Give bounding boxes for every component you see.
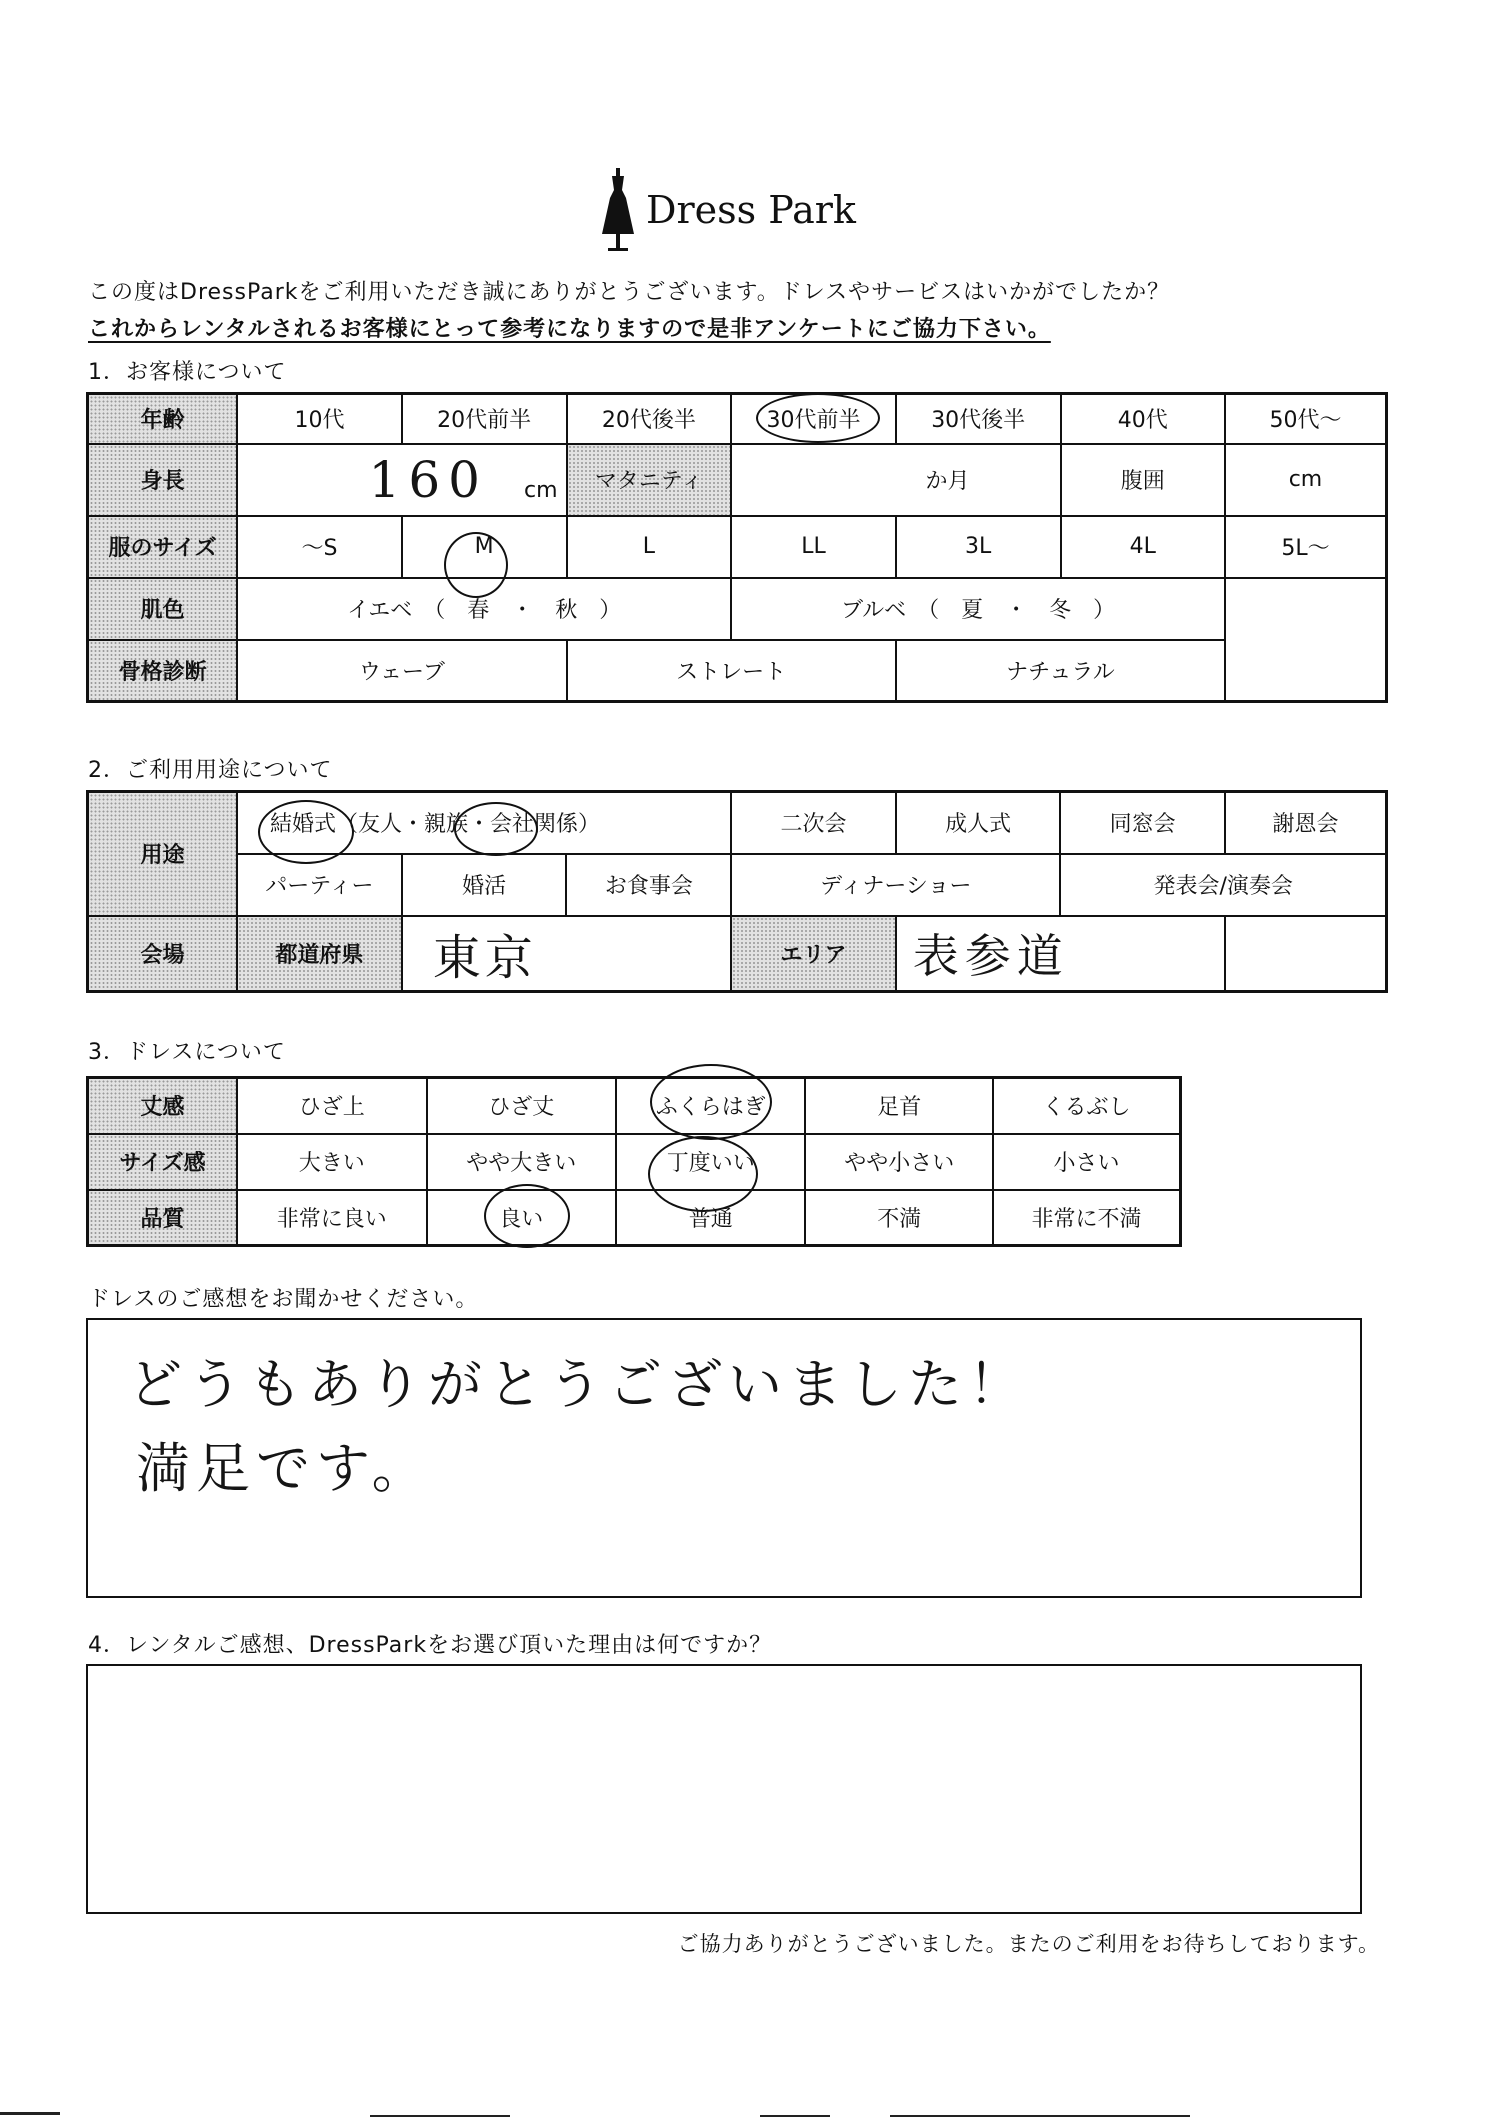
size-option-selected[interactable]: M [402, 516, 567, 578]
size-option[interactable]: ～S [237, 516, 402, 578]
purpose-option[interactable]: お食事会 [566, 854, 731, 916]
scan-artifact [0, 2112, 60, 2115]
impression-line: どうもありがとうございました！ [128, 1353, 1028, 1416]
purpose-option[interactable]: 二次会 [731, 792, 896, 854]
age-label: 年齢 [88, 394, 238, 444]
quality-option-selected[interactable]: 良い [427, 1190, 616, 1246]
intro-request: これからレンタルされるお客様にとって参考になりますので是非アンケートにご協力下さい。 [88, 317, 1051, 342]
age-option[interactable]: 10代 [237, 394, 402, 444]
scan-artifact [760, 2115, 830, 2117]
brand-logo [600, 168, 860, 258]
size-option[interactable]: 4L [1061, 516, 1225, 578]
skeleton-row [88, 640, 1387, 702]
age-option[interactable]: 30代後半 [896, 394, 1061, 444]
quality-option[interactable]: 不満 [805, 1190, 992, 1246]
length-option-selected[interactable]: ふくらはぎ [616, 1078, 805, 1134]
age-option[interactable]: 40代 [1061, 394, 1225, 444]
quality-option[interactable]: 普通 [616, 1190, 805, 1246]
relative-option: 親族 [424, 812, 469, 838]
purpose-label: 用途 [88, 792, 237, 916]
skin-yellow-base[interactable]: イエベ （ 春 ・ 秋 ） [237, 578, 731, 640]
reason-textarea[interactable] [86, 1664, 1362, 1914]
size-row [88, 516, 1387, 578]
quality-option[interactable]: 非常に不満 [993, 1190, 1181, 1246]
purpose-option[interactable]: 成人式 [896, 792, 1061, 854]
area-label: エリア [731, 916, 896, 992]
size-label: 服のサイズ [88, 516, 238, 578]
impression-prompt: ドレスのご感想をお聞かせください。 [88, 1287, 479, 1312]
age-row [88, 394, 1387, 444]
height-label: 身長 [88, 444, 238, 516]
purpose-option[interactable]: 発表会/演奏会 [1060, 854, 1386, 916]
dress-row [88, 1078, 1181, 1134]
blank-cell [1225, 640, 1387, 702]
length-option[interactable]: ひざ上 [237, 1078, 426, 1134]
blank-cell [1225, 578, 1387, 640]
section2-title: 2．ご利用用途について [88, 758, 333, 783]
fit-option-selected[interactable]: 丁度いい [616, 1134, 805, 1190]
maternity-label: マタニティ [567, 444, 732, 516]
usage-table [86, 790, 1388, 993]
purpose-option[interactable]: ディナーショー [731, 854, 1060, 916]
age-option[interactable]: 20代前半 [402, 394, 567, 444]
separator: ・ [402, 812, 425, 838]
height-unit: cm [523, 477, 558, 503]
venue-label: 会場 [88, 916, 237, 992]
purpose-option[interactable]: パーティー [237, 854, 402, 916]
customer-info-table [86, 392, 1388, 703]
size-option[interactable]: 3L [896, 516, 1061, 578]
wedding-word: 結婚式 [269, 812, 336, 838]
skin-row [88, 578, 1387, 640]
dress-icon [600, 168, 636, 254]
paren: ） [578, 812, 601, 838]
age-option-selected[interactable]: 30代前半 [731, 394, 896, 444]
blank-cell [1225, 916, 1387, 992]
age-option[interactable]: 50代～ [1225, 394, 1387, 444]
height-row [88, 444, 1387, 516]
impression-textarea[interactable] [86, 1318, 1362, 1598]
age-option[interactable]: 20代後半 [567, 394, 732, 444]
fit-label: サイズ感 [88, 1134, 238, 1190]
quality-option[interactable]: 非常に良い [237, 1190, 426, 1246]
skeleton-label: 骨格診断 [88, 640, 238, 702]
skin-label: 肌色 [88, 578, 238, 640]
skin-blue-base[interactable]: ブルベ （ 夏 ・ 冬 ） [731, 578, 1225, 640]
footer-thanks: ご協力ありがとうございました。またのご利用をお待ちしております。 [677, 1932, 1380, 1956]
waist-label: 腹囲 [1061, 444, 1225, 516]
prefecture-label: 都道府県 [237, 916, 402, 992]
maternity-months[interactable]: か月 [731, 444, 1060, 516]
length-option[interactable]: 足首 [805, 1078, 992, 1134]
quality-label: 品質 [88, 1190, 238, 1246]
dress-row [88, 1190, 1181, 1246]
purpose-option[interactable]: 謝恩会 [1225, 792, 1387, 854]
length-option[interactable]: ひざ丈 [427, 1078, 616, 1134]
waist-unit[interactable]: cm [1225, 444, 1387, 516]
fit-option[interactable]: 小さい [993, 1134, 1181, 1190]
size-option[interactable]: LL [731, 516, 896, 578]
prefecture-value: 東京 [432, 929, 537, 986]
section4-title: 4．レンタルご感想、DressParkをお選び頂いた理由は何ですか？ [88, 1633, 773, 1658]
length-label: 丈感 [88, 1078, 238, 1134]
scan-artifact [890, 2115, 1190, 2117]
fit-option[interactable]: 大きい [237, 1134, 426, 1190]
fit-option[interactable]: やや大きい [427, 1134, 616, 1190]
size-option[interactable]: L [567, 516, 732, 578]
company-option: ・会社関係 [468, 812, 579, 838]
purpose-option[interactable]: 婚活 [402, 854, 567, 916]
area-value: 表参道 [912, 929, 1069, 984]
purpose-row-2 [88, 854, 1387, 916]
size-option[interactable]: 5L～ [1225, 516, 1387, 578]
height-field[interactable] [237, 444, 566, 516]
fit-option[interactable]: やや小さい [805, 1134, 992, 1190]
skeleton-option[interactable]: ストレート [567, 640, 896, 702]
prefecture-field[interactable] [402, 916, 731, 992]
section1-title: 1．お客様について [88, 360, 287, 385]
wedding-option[interactable] [237, 792, 731, 854]
section3-title: 3．ドレスについて [88, 1040, 286, 1065]
friend-option: 友人 [357, 812, 402, 838]
skeleton-option[interactable]: ナチュラル [896, 640, 1225, 702]
brand-name: Dress Park [646, 188, 856, 232]
height-value: 160 [368, 450, 488, 509]
length-option[interactable]: くるぶし [993, 1078, 1181, 1134]
venue-row [88, 916, 1387, 992]
purpose-row-1 [88, 792, 1387, 854]
impression-line: 満足です。 [136, 1437, 432, 1500]
area-field[interactable] [896, 916, 1225, 992]
scan-artifact [370, 2115, 510, 2117]
dress-row [88, 1134, 1181, 1190]
skeleton-option[interactable]: ウェーブ [237, 640, 566, 702]
purpose-option[interactable]: 同窓会 [1060, 792, 1225, 854]
dress-table [86, 1076, 1182, 1247]
intro-message: この度はDressParkをご利用いただき誠にありがとうございます。ドレスやサービスはいかがでしたか？ [88, 280, 1171, 305]
paren: （ [335, 812, 358, 838]
